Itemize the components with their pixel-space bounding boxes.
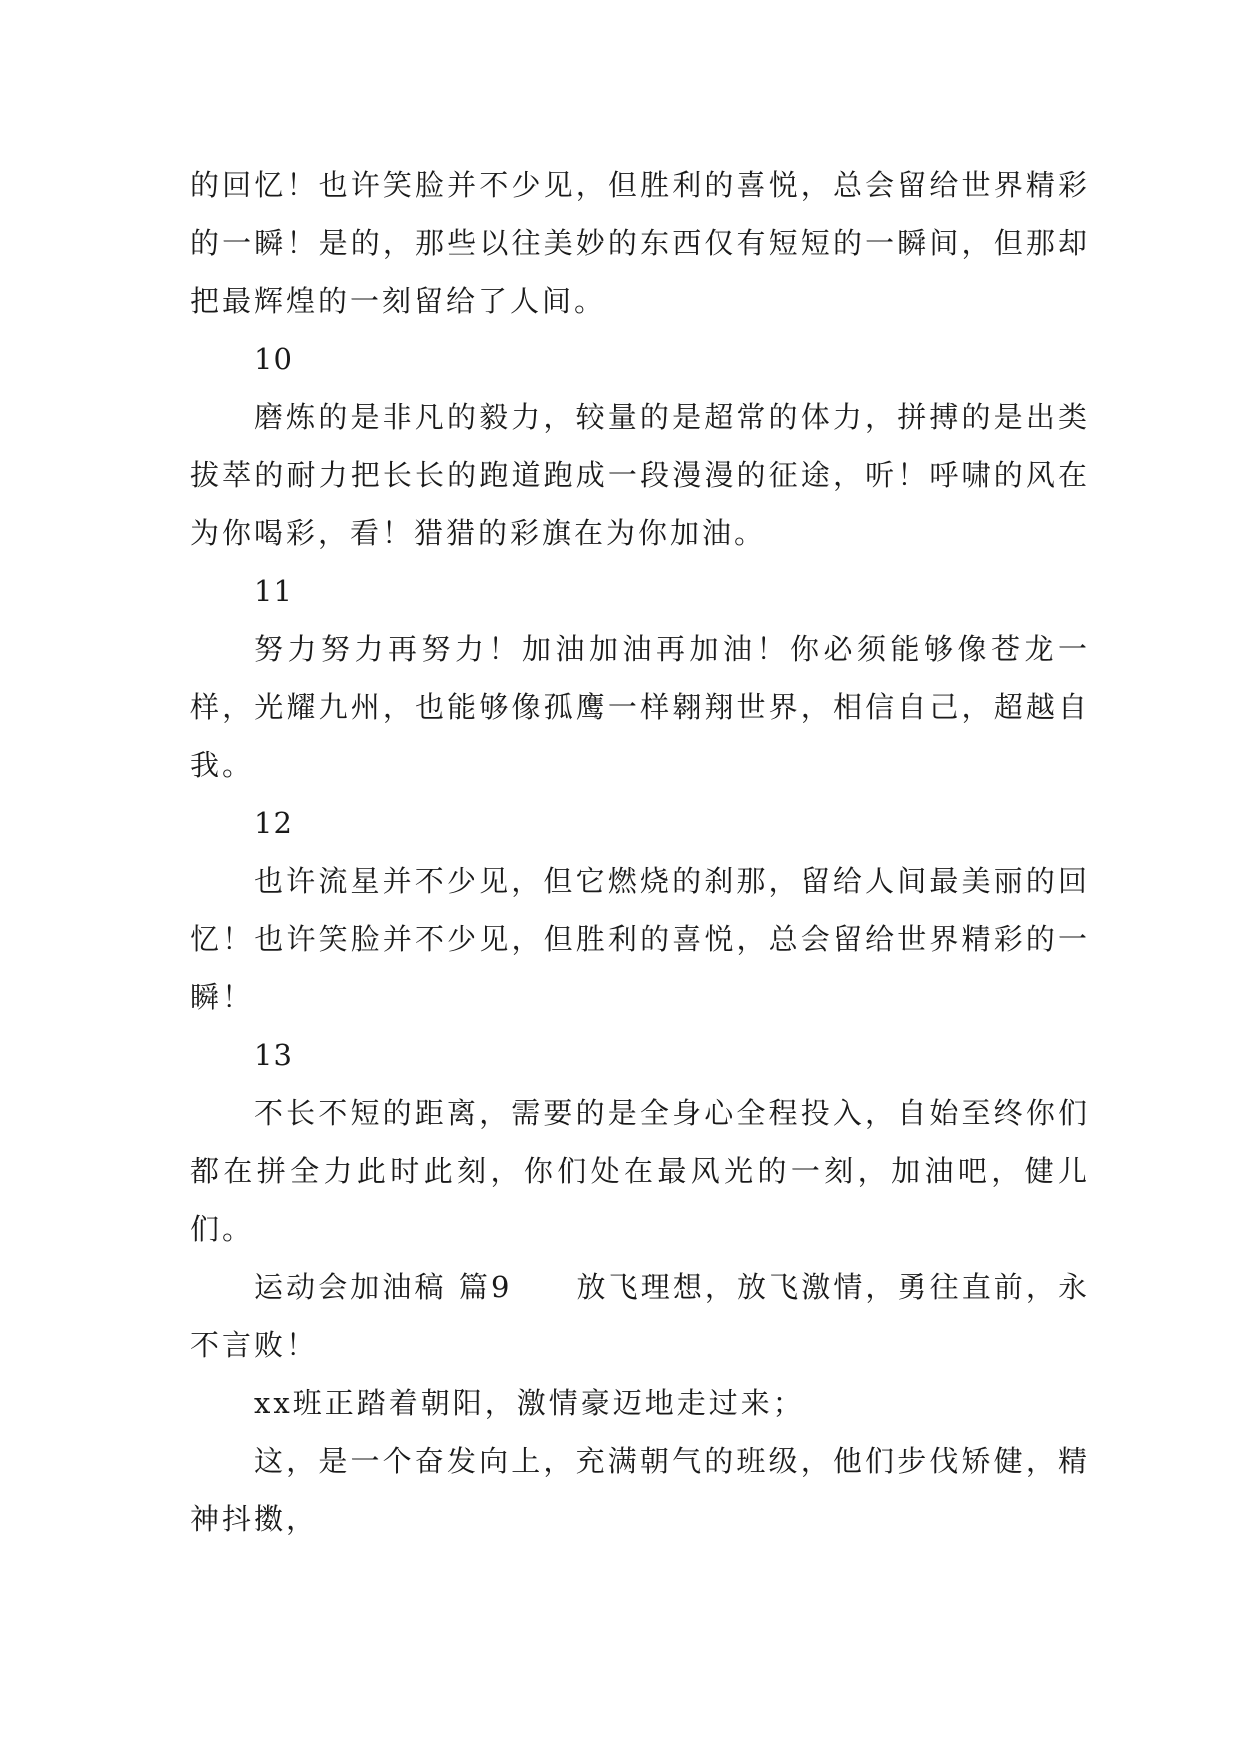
paragraph-continuation: 的回忆！也许笑脸并不少见，但胜利的喜悦，总会留给世界精彩的一瞬！是的，那些以往美妙的东西仅有短短的一瞬间，但那却把最辉煌的一刻留给了人间。 xyxy=(190,168,1090,318)
section-title: 运动会加油稿 篇9 xyxy=(254,1270,513,1304)
section-number-11: 11 xyxy=(254,574,293,608)
section-opening-text: 放飞理想，放飞激情，勇往直前，永不言败！ xyxy=(190,1270,1090,1362)
paragraph-10: 磨炼的是非凡的毅力，较量的是超常的体力，拼搏的是出类拔萃的耐力把长长的跑道跑成一段漫漫的征途，听！呼啸的风在为你喝彩，看！猎猎的彩旗在为你加油。 xyxy=(190,400,1090,550)
section-number-10: 10 xyxy=(254,342,293,376)
paragraph-12: 也许流星并不少见，但它燃烧的刹那，留给人间最美丽的回忆！也许笑脸并不少见，但胜利的喜悦，总会留给世界精彩的一瞬！ xyxy=(190,864,1090,1014)
paragraph-11: 努力努力再努力！加油加油再加油！你必须能够像苍龙一样，光耀九州，也能够像孤鹰一样翱翔世界，相信自己，超越自我。 xyxy=(190,632,1090,782)
section-number-12: 12 xyxy=(254,806,293,840)
section-number-13: 13 xyxy=(254,1038,293,1072)
section-heading-paragraph xyxy=(190,1258,1090,1374)
paragraph-class-intro: xx班正踏着朝阳，激情豪迈地走过来； xyxy=(254,1386,805,1420)
paragraph-13: 不长不短的距离，需要的是全身心全程投入，自始至终你们都在拼全力此时此刻，你们处在最风光的一刻，加油吧，健儿们。 xyxy=(190,1096,1090,1246)
document-body xyxy=(190,156,1090,1548)
paragraph-class-description: 这，是一个奋发向上，充满朝气的班级，他们步伐矫健，精神抖擞， xyxy=(190,1444,1090,1536)
